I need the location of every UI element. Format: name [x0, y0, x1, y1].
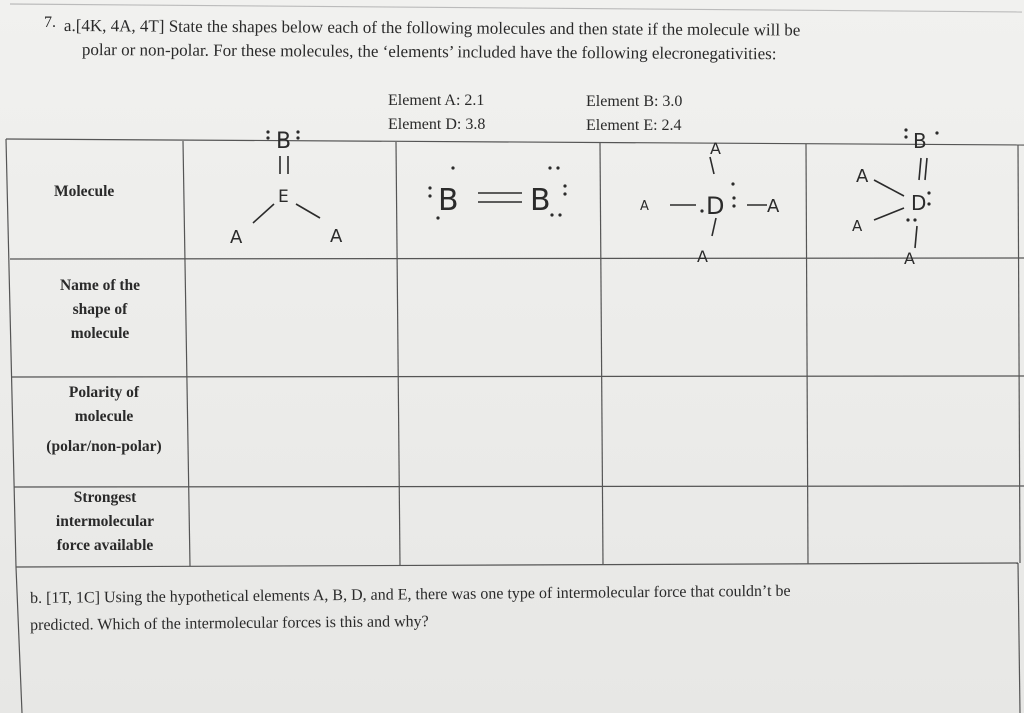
molecule-4-center-atom: D: [911, 191, 927, 215]
part-b-line-2: predicted. Which of the intermolecular forces is this and why?: [30, 613, 429, 634]
row-label-polarity-line-2: molecule: [74, 408, 134, 425]
molecule-4-bottom-atom: A: [904, 249, 915, 268]
row-label-shape: [30, 274, 170, 346]
molecule-1-top-atom: B: [276, 129, 292, 154]
molecule-3-right-atom: A: [767, 196, 780, 217]
row-label-molecule: Molecule: [54, 183, 115, 200]
electronegativity-d: Element D: 3.8: [388, 116, 486, 133]
molecule-3-drawing: [630, 132, 800, 266]
question-number: 7.: [44, 14, 56, 31]
molecule-2-drawing: [420, 160, 580, 230]
molecule-4-top-atom: B: [913, 129, 927, 153]
row-label-imf-line-2: intermolecular: [55, 513, 155, 530]
molecule-1-right-atom: A: [330, 226, 343, 247]
row-label-polarity: [24, 381, 184, 459]
question-text-line-1: a.[4K, 4A, 4T] State the shapes below each of the following molecules and then state if the molecule will be: [63, 16, 801, 40]
row-label-shape-line-2: shape of: [72, 301, 128, 318]
row-label-polarity-line-3: (polar/non-polar): [46, 438, 162, 455]
molecule-1-center-atom: E: [278, 187, 289, 207]
question-text-line-2: polar or non-polar. For these molecules, the ‘elements’ included have the following elecronegativities:: [81, 40, 777, 64]
row-label-shape-line-3: molecule: [70, 325, 130, 342]
molecule-1-left-atom: A: [230, 227, 243, 248]
molecule-3-top-atom: A: [710, 139, 721, 158]
molecule-1-drawing: [210, 118, 380, 253]
row-label-imf-line-3: force available: [56, 537, 154, 554]
molecule-3-center-atom: D: [706, 192, 725, 220]
row-label-imf-line-1: Strongest: [73, 489, 137, 506]
electronegativity-b: Element B: 3.0: [586, 93, 683, 110]
row-label-polarity-line-1: Polarity of: [68, 384, 140, 401]
row-label-shape-line-1: Name of the: [59, 277, 141, 294]
molecule-4-lower-left-atom: A: [852, 217, 863, 235]
molecule-3-left-atom: A: [640, 199, 649, 214]
molecule-3-bottom-atom: A: [697, 247, 708, 266]
molecule-4-drawing: [836, 120, 976, 268]
electronegativity-e: Element E: 2.4: [586, 117, 682, 134]
molecule-2-left-atom: B: [438, 183, 459, 218]
molecule-4-upper-left-atom: A: [856, 166, 869, 187]
molecule-2-right-atom: B: [530, 183, 551, 218]
row-label-imf: [30, 486, 180, 558]
electronegativity-a: Element A: 2.1: [388, 92, 485, 109]
part-b-line-1: b. [1T, 1C] Using the hypothetical elements A, B, D, and E, there was one type of intermolecular force that couldn’t be: [30, 582, 791, 607]
